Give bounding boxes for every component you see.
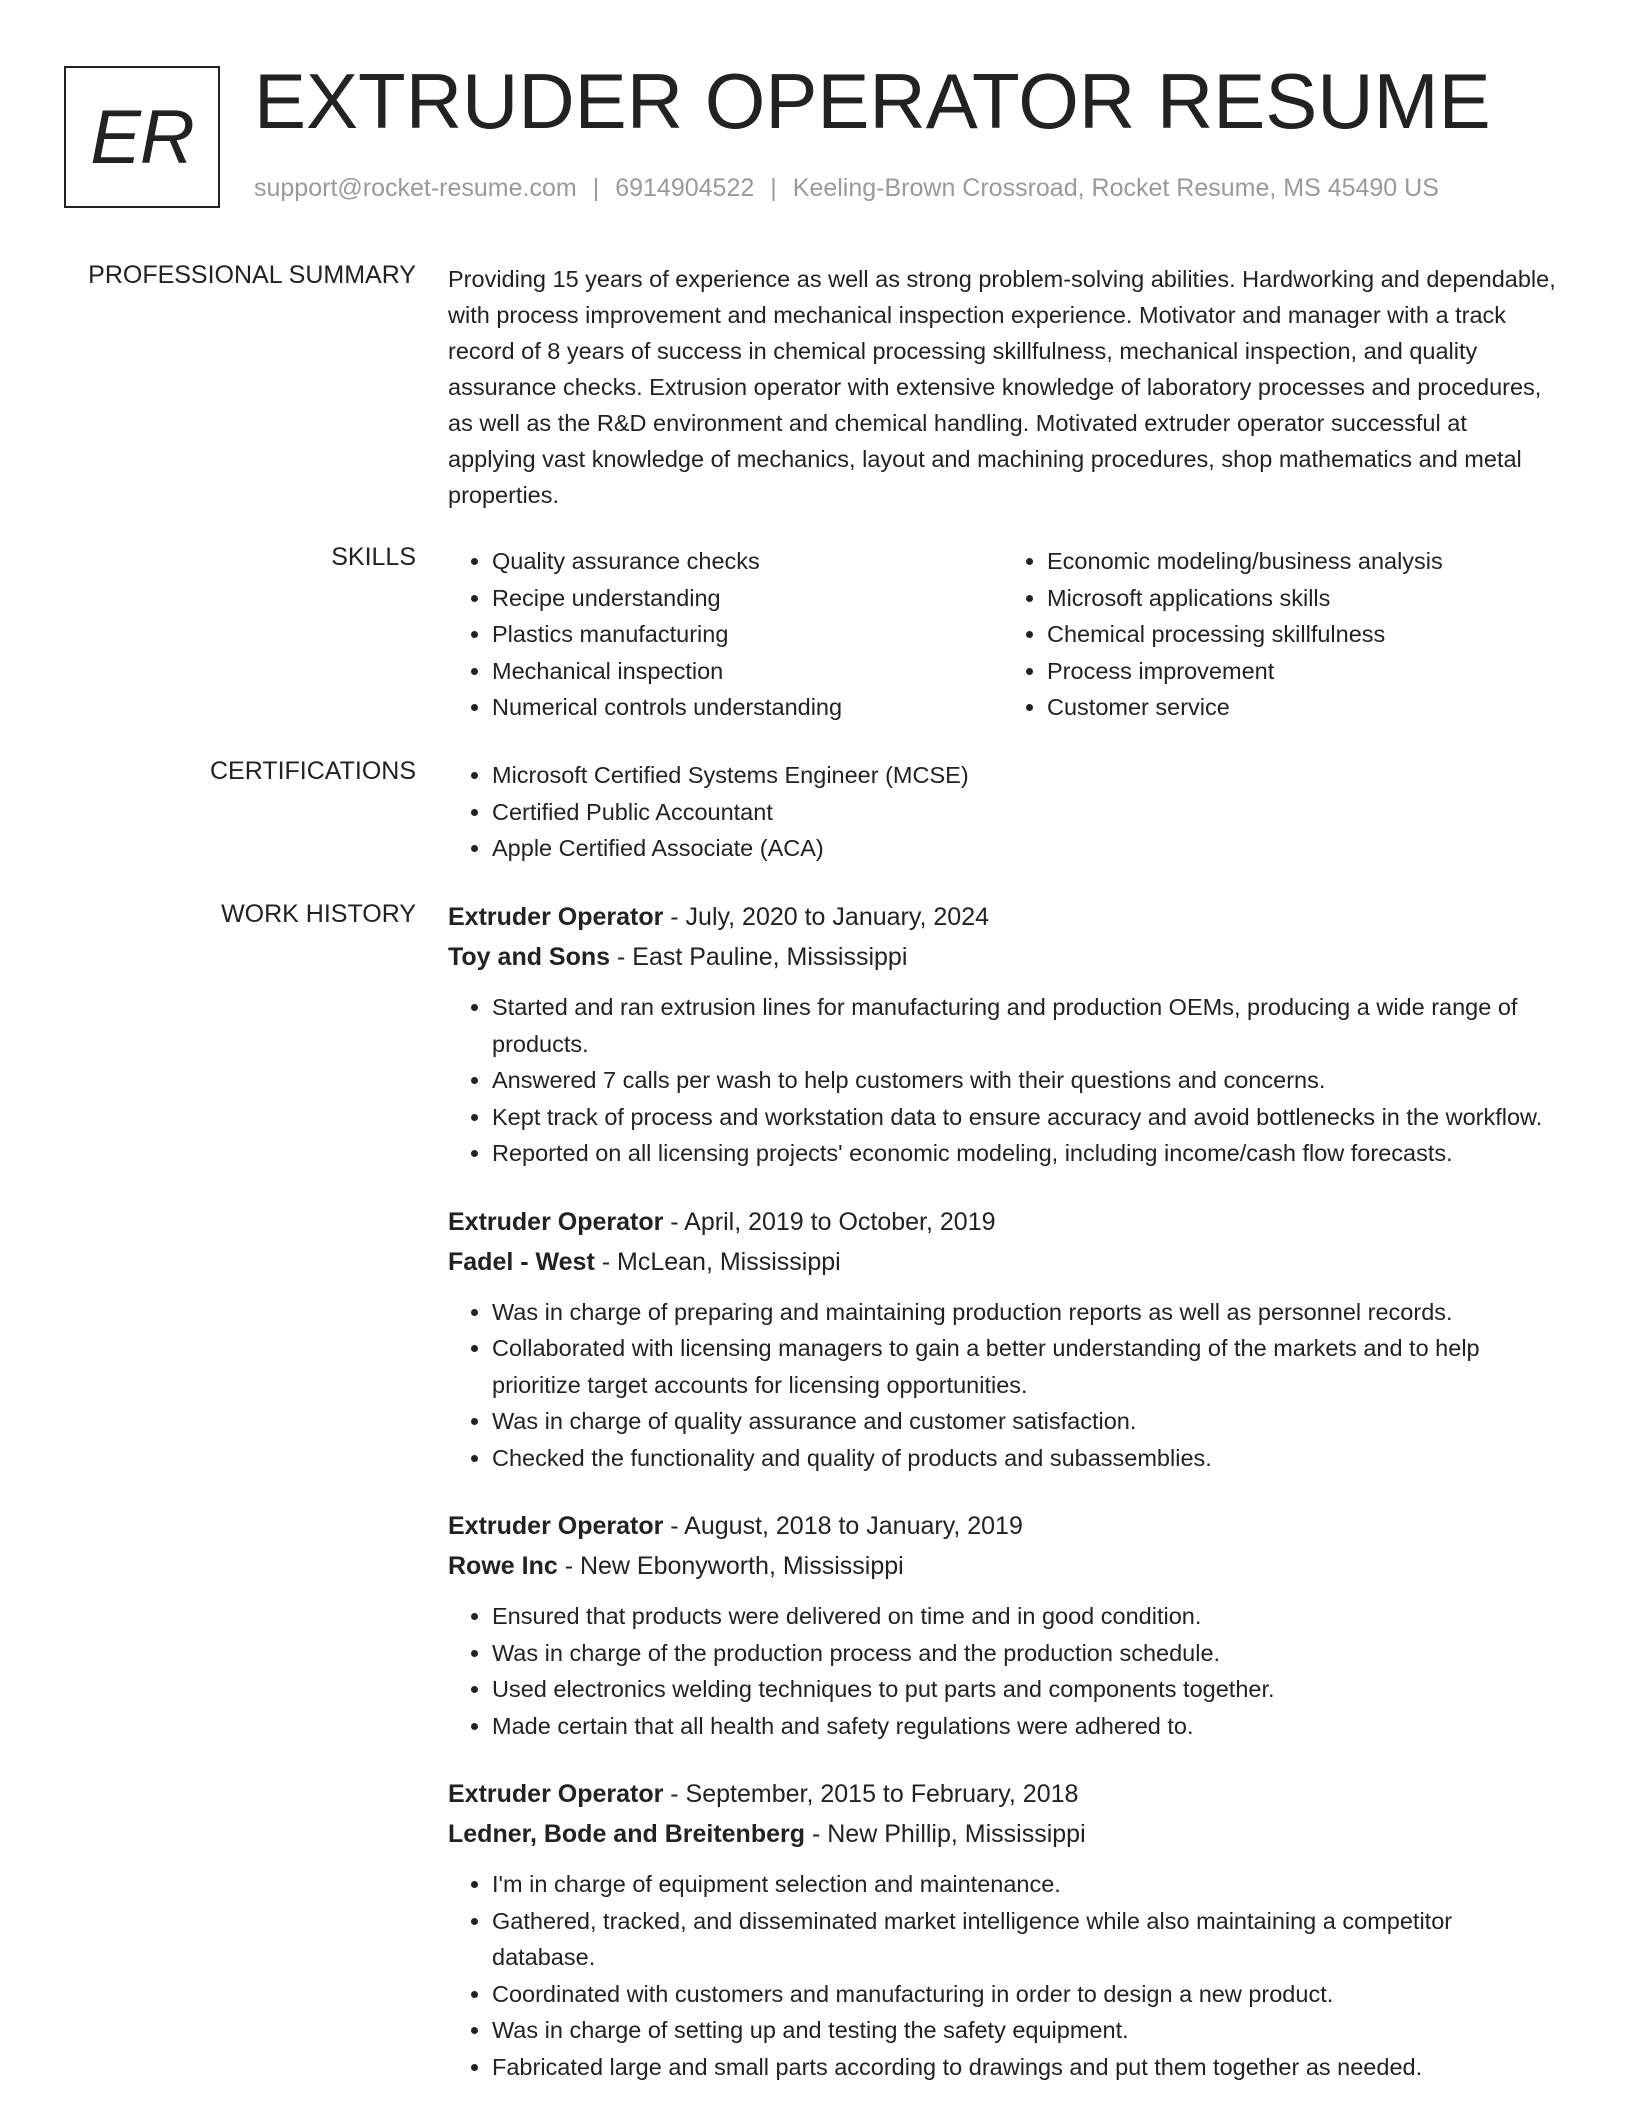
job-bullet: • Was in charge of preparing and maintaining production reports as well as personnel records. — [492, 1294, 1558, 1331]
job-dates: - August, 2018 to January, 2019 — [663, 1512, 1023, 1540]
section-label-certifications: CERTIFICATIONS — [209, 757, 416, 785]
job-bullet: • Was in charge of quality assurance and customer satisfaction. — [492, 1403, 1558, 1440]
job-bullets — [448, 1598, 1558, 1744]
contact-line — [254, 174, 1439, 203]
job-bullet: • Fabricated large and small parts according to drawings and put them together as needed. — [492, 2049, 1558, 2086]
job-title: Extruder Operator — [448, 903, 664, 931]
job-title-line — [448, 1774, 1558, 1814]
section-label-skills: SKILLS — [331, 543, 416, 571]
job-location: - McLean, Mississippi — [594, 1247, 841, 1276]
job-company: Rowe Inc — [448, 1552, 558, 1580]
job-entry — [448, 897, 1558, 1172]
summary-text: Providing 15 years of experience as well as strong problem-solving abilities. Hardworking and dependable, with process improvement and mechanical inspection experience. Motivator and manager with a track record of 8 years of success in chemical processing skillfulness, mechanical inspection, and quality assurance checks. Extrusion operator with extensive knowledge of laboratory processes and procedures, as well as the R&D environment and chemical handling. Motivated extruder operator successful at applying vast knowledge of mechanics, layout and machining procedures, shop mathematics and metal properties. — [448, 266, 1556, 508]
job-bullet: • Gathered, tracked, and disseminated market intelligence while also maintaining a competitor database. — [492, 1903, 1558, 1976]
section-label-work-history: WORK HISTORY — [221, 900, 416, 928]
contact-address: Keeling-Brown Crossroad, Rocket Resume, MS 45490 US — [792, 174, 1439, 202]
certification-item: • Microsoft Certified Systems Engineer (MCSE) — [492, 757, 1558, 794]
job-location: - New Phillip, Mississippi — [805, 1820, 1086, 1848]
certifications-list — [448, 757, 1558, 867]
job-company-line — [448, 1814, 1558, 1854]
job-bullet: • Was in charge of the production process and the production schedule. — [492, 1635, 1558, 1672]
skills-list-left — [448, 543, 1003, 726]
job-bullets — [448, 1866, 1558, 2085]
job-bullet: • Started and ran extrusion lines for manufacturing and production OEMs, producing a wide range of products. — [492, 989, 1558, 1062]
job-location: - New Ebonyworth, Mississippi — [557, 1552, 904, 1580]
job-bullets — [448, 989, 1558, 1172]
job-company: Ledner, Bode and Breitenberg — [448, 1820, 806, 1848]
job-bullet: • Ensured that products were delivered on time and in good condition. — [492, 1598, 1558, 1635]
job-company: Toy and Sons — [448, 943, 611, 971]
skill-item: • Mechanical inspection — [492, 653, 1003, 690]
job-bullet: • I'm in charge of equipment selection and maintenance. — [492, 1866, 1558, 1903]
contact-email[interactable]: support@rocket-resume.com — [254, 174, 577, 202]
job-title-line — [448, 1506, 1558, 1546]
job-title-line — [448, 897, 1558, 937]
job-title: Extruder Operator — [448, 1512, 664, 1540]
job-bullet: • Answered 7 calls per wash to help customers with their questions and concerns. — [492, 1062, 1558, 1099]
job-company-line — [448, 1242, 1558, 1282]
skill-item: • Plastics manufacturing — [492, 616, 1003, 653]
job-bullet: • Checked the functionality and quality of products and subassemblies. — [492, 1440, 1558, 1477]
job-bullet: • Coordinated with customers and manufacturing in order to design a new product. — [492, 1976, 1558, 2013]
skill-item: • Numerical controls understanding — [492, 689, 1003, 726]
job-entry — [448, 1506, 1558, 1744]
work-history-content — [448, 897, 1558, 2115]
section-label-summary: PROFESSIONAL SUMMARY — [88, 261, 416, 289]
job-company-line — [448, 937, 1558, 977]
contact-separator: | — [770, 174, 777, 202]
job-dates: - September, 2015 to February, 2018 — [663, 1780, 1079, 1808]
job-bullet: • Kept track of process and workstation data to ensure accuracy and avoid bottlenecks in the workflow. — [492, 1099, 1558, 1136]
job-bullet: • Made certain that all health and safety regulations were adhered to. — [492, 1708, 1558, 1745]
job-title-line — [448, 1202, 1558, 1242]
job-company-line — [448, 1546, 1558, 1586]
skill-item: • Chemical processing skillfulness — [1047, 616, 1558, 653]
job-bullets — [448, 1294, 1558, 1477]
skill-item: • Microsoft applications skills — [1047, 580, 1558, 617]
job-entry — [448, 1774, 1558, 2085]
skills-list-right — [1003, 543, 1558, 726]
job-bullet: • Reported on all licensing projects' economic modeling, including income/cash flow forecasts. — [492, 1135, 1558, 1172]
skill-item: • Process improvement — [1047, 653, 1558, 690]
job-dates: - July, 2020 to January, 2024 — [663, 903, 990, 931]
certification-item: • Apple Certified Associate (ACA) — [492, 830, 1558, 867]
skill-item: • Quality assurance checks — [492, 543, 1003, 580]
job-company: Fadel - West — [448, 1247, 595, 1276]
job-dates: - April, 2019 to October, 2019 — [663, 1207, 996, 1236]
job-bullet: • Used electronics welding techniques to put parts and components together. — [492, 1671, 1558, 1708]
skill-item: • Customer service — [1047, 689, 1558, 726]
contact-phone[interactable]: 6914904522 — [615, 174, 755, 202]
job-bullet: • Collaborated with licensing managers to gain a better understanding of the markets and to help prioritize target accounts for licensing opportunities. — [492, 1330, 1558, 1403]
resume-title: EXTRUDER OPERATOR RESUME — [254, 57, 1491, 145]
job-bullet: • Was in charge of setting up and testing the safety equipment. — [492, 2012, 1558, 2049]
job-entry — [448, 1202, 1558, 1477]
certifications-content — [448, 757, 1558, 867]
skill-item: • Recipe understanding — [492, 580, 1003, 617]
monogram: ER — [64, 66, 220, 208]
job-location: - East Pauline, Mississippi — [610, 943, 908, 971]
contact-separator: | — [592, 174, 600, 202]
skill-item: • Economic modeling/business analysis — [1047, 543, 1558, 580]
certification-item: • Certified Public Accountant — [492, 794, 1558, 831]
job-title: Extruder Operator — [448, 1207, 664, 1236]
job-title: Extruder Operator — [448, 1780, 664, 1808]
skills-grid — [448, 543, 1558, 726]
